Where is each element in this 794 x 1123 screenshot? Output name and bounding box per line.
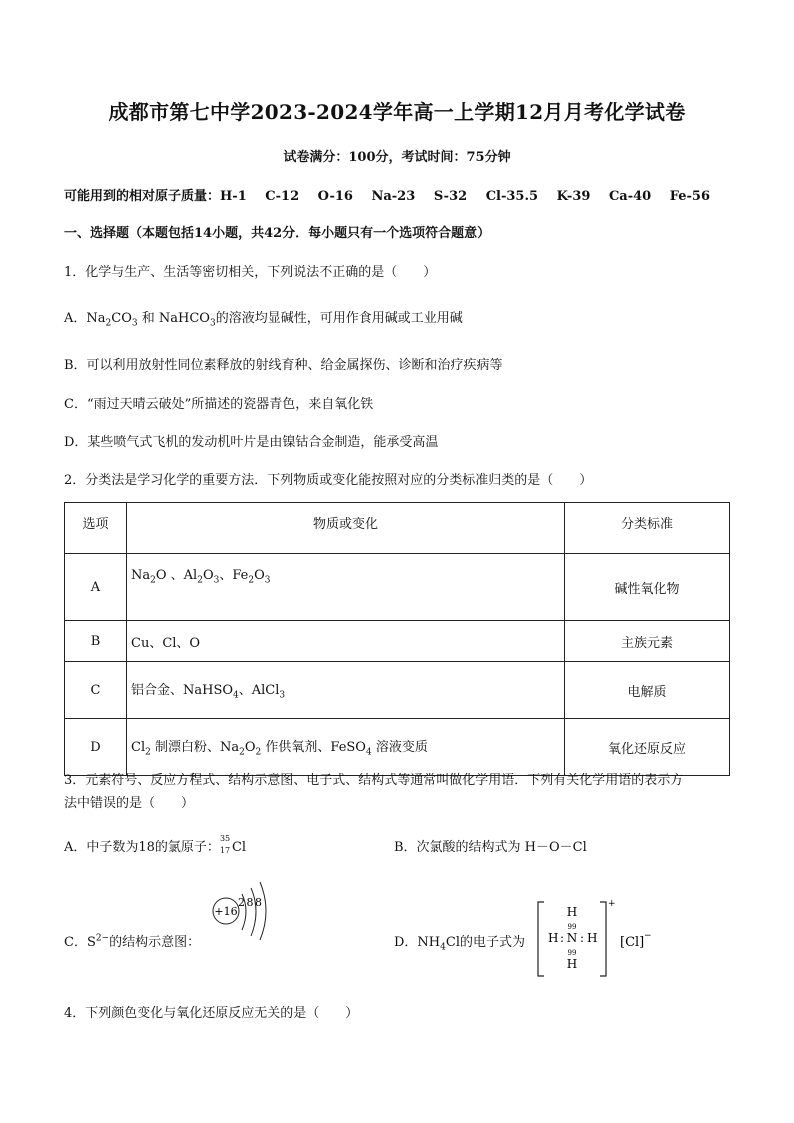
atomic-mass-h: H-1 — [220, 189, 247, 204]
row-standard: 氧化还原反应 — [565, 719, 730, 776]
table-row — [65, 662, 730, 719]
atomic-mass-fe: Fe-56 — [669, 189, 711, 204]
atomic-mass-k: K-39 — [556, 189, 591, 204]
row-substance: $Na_2O$ 、$Al_2O_3$、$Fe_2O_3$ — [127, 554, 565, 621]
svg-text::: : — [560, 931, 565, 945]
q1-option-a: A．$Na_2CO_3$ 和 NaHCO$_3$的溶液均显碱性，可用作食用碱或工业用碱 — [64, 311, 463, 329]
row-substance: Cu、Cl、O — [127, 621, 565, 662]
electron-shell-3 — [260, 882, 266, 940]
q1-option-c: C．“雨过天晴云破处”所描述的瓷器青色，来自氧化铁 — [64, 397, 374, 412]
table-header: 分类标准 — [565, 503, 730, 554]
q1-option-b: B．可以利用放射性同位素释放的射线育种、给金属探伤、诊断和治疗疾病等 — [64, 358, 503, 373]
q1-option-d: D．某些喷气式飞机的发动机叶片是由镍钴合金制造，能承受高温 — [64, 435, 439, 450]
atomic-mass-cl: Cl-35.5 — [485, 189, 539, 204]
row-standard: 主族元素 — [565, 621, 730, 662]
row-standard: 电解质 — [565, 662, 730, 719]
svg-text:[Cl]: [Cl] — [620, 935, 645, 950]
table-header: 物质或变化 — [127, 503, 565, 554]
table-row — [65, 554, 730, 621]
svg-text:H: H — [566, 905, 578, 919]
row-option: D — [65, 719, 127, 776]
table-header: 选项 — [65, 503, 127, 554]
q3-option-b: B．次氯酸的结构式为 H－O－Cl — [394, 840, 587, 855]
atomic-mass-label: 可能用到的相对原子质量： — [64, 189, 221, 204]
svg-text:99: 99 — [567, 949, 577, 957]
q3-stem-line1: 3．元素符号、反应方程式、结构示意图、电子式、结构式等通常叫做化学用语．下列有关化学用语的表示方 — [64, 773, 684, 788]
q4-stem: 4．下列颜色变化与氧化还原反应无关的是（ ） — [64, 1006, 359, 1021]
atomic-mass-na: Na-23 — [371, 189, 416, 204]
svg-text:H: H — [587, 931, 598, 945]
q3-stem-line2: 法中错误的是（ ） — [64, 796, 195, 811]
q3-option-c: C．$S^{2-}$的结构示意图： — [64, 933, 201, 950]
table-row — [65, 621, 730, 662]
row-option: B — [65, 621, 127, 662]
atomic-mass-line — [64, 185, 710, 204]
classification-table — [64, 502, 730, 776]
q3-option-a: A．中子数为18的氯原子： 35 17 Cl — [64, 833, 247, 855]
svg-text:99: 99 — [567, 923, 577, 931]
svg-text::: : — [580, 931, 585, 945]
nh4cl-electron-dot-formula — [534, 898, 654, 980]
q2-stem: 2．分类法是学习化学的重要方法．下列物质或变化能按照对应的分类标准归类的是（ ） — [64, 473, 593, 488]
section-heading: 一、选择题（本题包括14小题，共42分．每小题只有一个选项符合题意） — [64, 226, 491, 241]
row-standard: 碱性氧化物 — [565, 554, 730, 621]
table-header-row — [65, 503, 730, 554]
table-row — [65, 719, 730, 776]
svg-text:−: − — [644, 931, 652, 941]
q1-stem: 1．化学与生产、生活等密切相关，下列说法不正确的是（ ） — [64, 265, 437, 280]
exam-info: 试卷满分：100分，考试时间：75分钟 — [283, 150, 511, 165]
atomic-mass-ca: Ca-40 — [608, 189, 652, 204]
atomic-mass-s: S-32 — [433, 189, 468, 204]
row-option: A — [65, 554, 127, 621]
q3-option-d: D．$NH_4Cl$的电子式为 — [394, 935, 525, 953]
row-option: C — [65, 662, 127, 719]
row-substance: 铝合金、NaHSO$_4$、AlCl$_3$ — [127, 662, 565, 719]
atomic-mass-c: C-12 — [265, 189, 300, 204]
electron-counts: 2 8 8 — [238, 896, 261, 909]
row-substance: $Cl_2$ 制漂白粉、$Na_2O_2$ 作供氧剂、FeSO$_4$ 溶液变质 — [127, 719, 565, 776]
svg-text:H: H — [548, 931, 559, 945]
svg-text:N: N — [566, 931, 578, 945]
svg-text:+: + — [608, 899, 616, 909]
svg-text:H: H — [566, 957, 578, 971]
nucleus-charge: +16 — [214, 905, 238, 918]
right-bracket — [600, 902, 606, 976]
left-bracket — [538, 902, 544, 976]
page-title: 成都市第七中学2023-2024学年高一上学期12月月考化学试卷 — [108, 100, 686, 124]
atomic-mass-o: O-16 — [317, 189, 353, 204]
sulfide-ion-structure-diagram — [206, 878, 286, 942]
